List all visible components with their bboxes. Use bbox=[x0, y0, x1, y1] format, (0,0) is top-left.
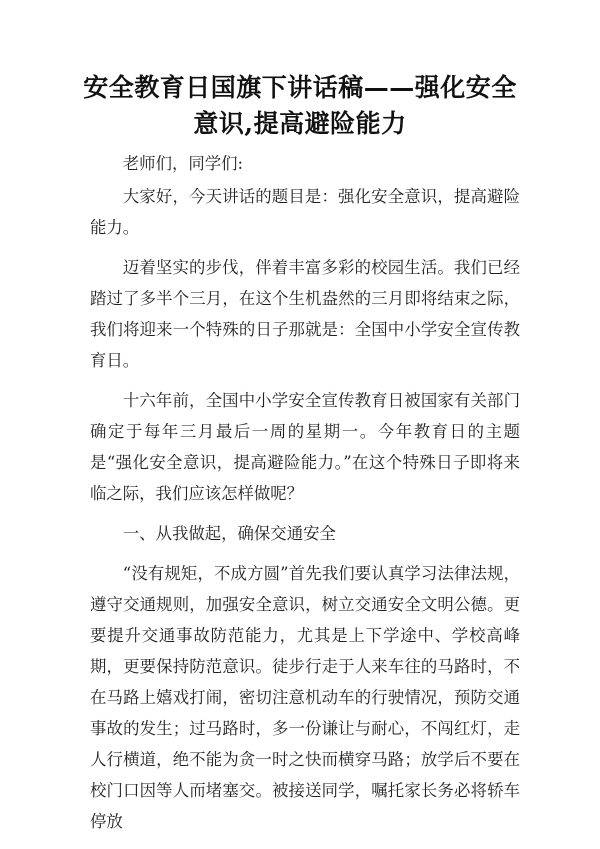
title-line-2: 意识,提高避险能力 bbox=[193, 109, 407, 138]
paragraph-intro: 迈着坚实的步伐，伴着丰富多彩的校园生活。我们已经踏过了多半个三月，在这个生机盎然的三月即将结束之际，我们将迎来一个特殊的日子那就是：全国中小学安全宣传教育日。 bbox=[90, 258, 520, 370]
document-body bbox=[90, 148, 520, 846]
paragraph-background: 十六年前，全国中小学安全宣传教育日被国家有关部门确定于每年三月最后一周的星期一。今年教育日的主题是“强化安全意识，提高避险能力。”在这个特殊日子即将来临之际，我们应该怎样做呢？ bbox=[90, 391, 520, 503]
section-heading-traffic: 一、从我做起，确保交通安全 bbox=[122, 524, 336, 543]
title-line-1: 安全教育日国旗下讲话稿——强化安全 bbox=[83, 73, 517, 102]
paragraph-traffic-safety: “没有规矩，不成方圆”首先我们要认真学习法律法规，遵守交通规则，加强安全意识，树立交通安全文明公德。更要提升交通事故防范能力，尤其是上下学途中、学校高峰期，更要保持防范意识。徒步行走于人来车往的马路时，不在马路上嬉戏打闹，密切注意机动车的行驶情况，预防交通事故的发生；过马路时，多一份谦让与耐心，不闯红灯，走人行横道，绝不能为贪一时之快而横穿马路；放学后不要在校门口因等人而堵塞交。被接送同学，嘱托家长务必将轿车停放 bbox=[90, 564, 520, 831]
document-title bbox=[80, 70, 520, 142]
salutation: 老师们，同学们: bbox=[122, 154, 244, 173]
paragraph-greeting: 大家好，今天讲话的题目是：强化安全意识，提高避险能力。 bbox=[90, 187, 520, 237]
